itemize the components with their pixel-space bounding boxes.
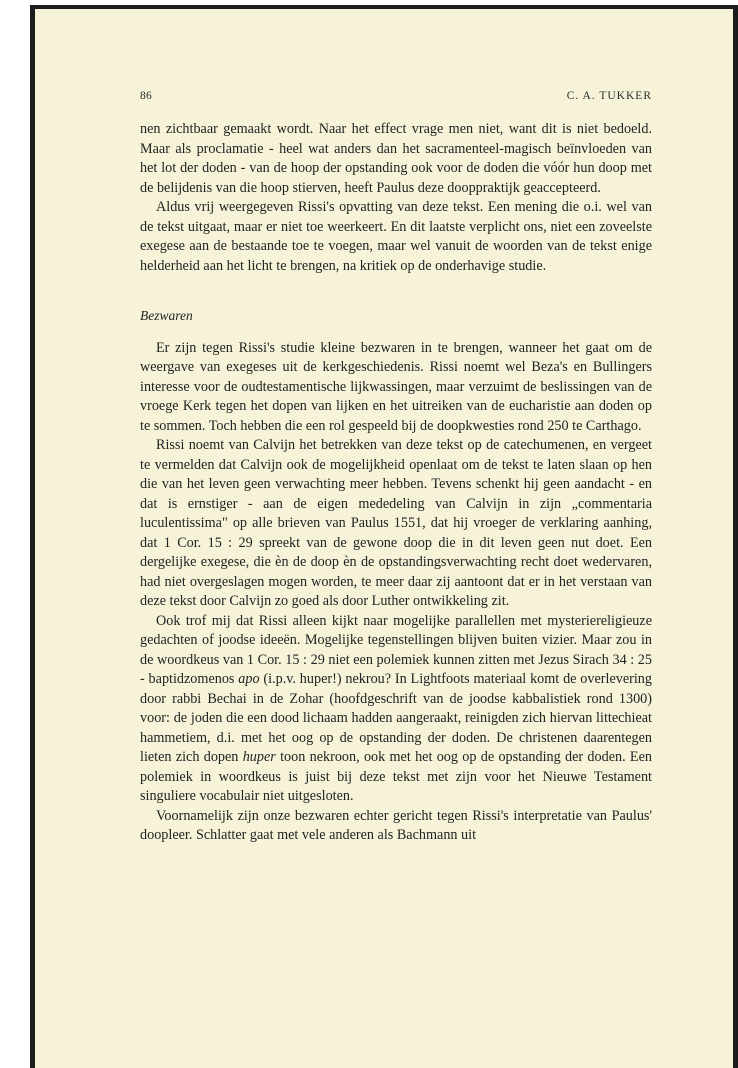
paragraph: Rissi noemt van Calvijn het betrekken van deze tekst op de catechumenen, en vergeet te vermelden dat Calvijn ook de mogelijkheid openlaat om de tekst te laten slaan op hen die van het leven geen verwachting meer hebben. Tevens schenkt hij geen aandacht - en dat is ernstiger - aan de eigen mededeling van Calvijn in zijn „commentaria luculentissima" op alle brieven van Paulus 1551, dat hij vroeger de verklaring aanhing, dat 1 Cor. 15 : 29 spreekt van de gewone doop die in dit leven geen nut doet. Een dergelijke exegese, die èn de doop èn de opstandingsverwachting recht doet wedervaren, had niet overgeslagen mogen worden, te meer daar zij aantoont dat er in het verstaan van deze tekst door Calvijn zo goed als door Luther ontwikkeling zit. — [140, 437, 652, 609]
paragraph: Voornamelijk zijn onze bezwaren echter gericht tegen Rissi's interpretatie van Paulus' doopleer. Schlatter gaat met vele anderen als Bachmann uit — [140, 807, 652, 843]
paragraph-text: toon nekroon, ook met het oog op de opstanding der doden. Een polemiek in woordkeus is juist bij deze tekst met zijn voor het Nieuwe Testament singuliere vocabulair niet uitgesloten. — [140, 749, 652, 804]
paragraph: nen zichtbaar gemaakt wordt. Naar het effect vrage men niet, want dit is niet bedoeld. Maar als proclamatie - heel wat anders dan het sacramenteel-magisch beïnvloeden van het lot der doden - van de hoop der opstanding ook voor de doden die vóór hun doop met de belijdenis van die hoop stierven, heeft Paulus deze dooppraktijk geaccepteerd. — [140, 121, 652, 196]
italic-term: huper — [242, 749, 276, 765]
italic-term: apo — [238, 671, 260, 687]
paragraph-text: (i.p.v. huper!) nekrou? In Lightfoots materiaal komt de overlevering door rabbi Bechai in de Zohar (hoofdgeschrift van de joodse kabbalistiek rond 1300) voor: de joden die een dood lichaam hadden aangeraakt, reinigden zich hiervan littechieat hammetiem, d.i. met het oog op de opstanding der doden. De christenen daarentegen lieten zich dopen — [140, 671, 652, 765]
scan-border-right — [733, 5, 738, 1068]
paragraph: Aldus vrij weergegeven Rissi's opvatting van deze tekst. Een mening die o.i. wel van de tekst uitgaat, maar er niet toe weerkeert. En dit laatste verplicht ons, niet een zoveelste exegese aan de bestaande toe te voegen, maar wel vanuit de woorden van de tekst enige helderheid aan het licht te brengen, na kritiek op de onderhavige studie. — [140, 199, 652, 274]
page-number: 86 — [140, 90, 153, 102]
running-header-author: C. A. TUKKER — [566, 90, 652, 102]
paragraph: Er zijn tegen Rissi's studie kleine bezwaren in te brengen, wanneer het gaat om de weergave van exegeses uit de kerkgeschiedenis. Rissi noemt wel Beza's en Bullingers interesse voor de oudtestamentische lijkwassingen, maar verzuimt de beslissingen van de vroege Kerk tegen het dopen van lijken en het uitreiken van de eucharistie aan doden op te sommen. Toch hebben die een rol gespeeld bij de doopkwesties rond 250 te Carthago. — [140, 339, 652, 434]
paragraph-text: Ook trof mij dat Rissi alleen kijkt naar mogelijke parallellen met mysteriereligieuze gedachten of joodse ideeën. Mogelijke tegenstellingen blijven buiten vizier. Maar zou in de woordkeus van 1 Cor. 15 : 29 niet een polemiek kunnen zitten met Jezus Sirach 34 : 25 - baptidzomenos — [140, 612, 652, 687]
body-text — [140, 120, 652, 846]
section-heading: Bezwaren — [140, 308, 193, 323]
paragraph — [140, 612, 652, 807]
